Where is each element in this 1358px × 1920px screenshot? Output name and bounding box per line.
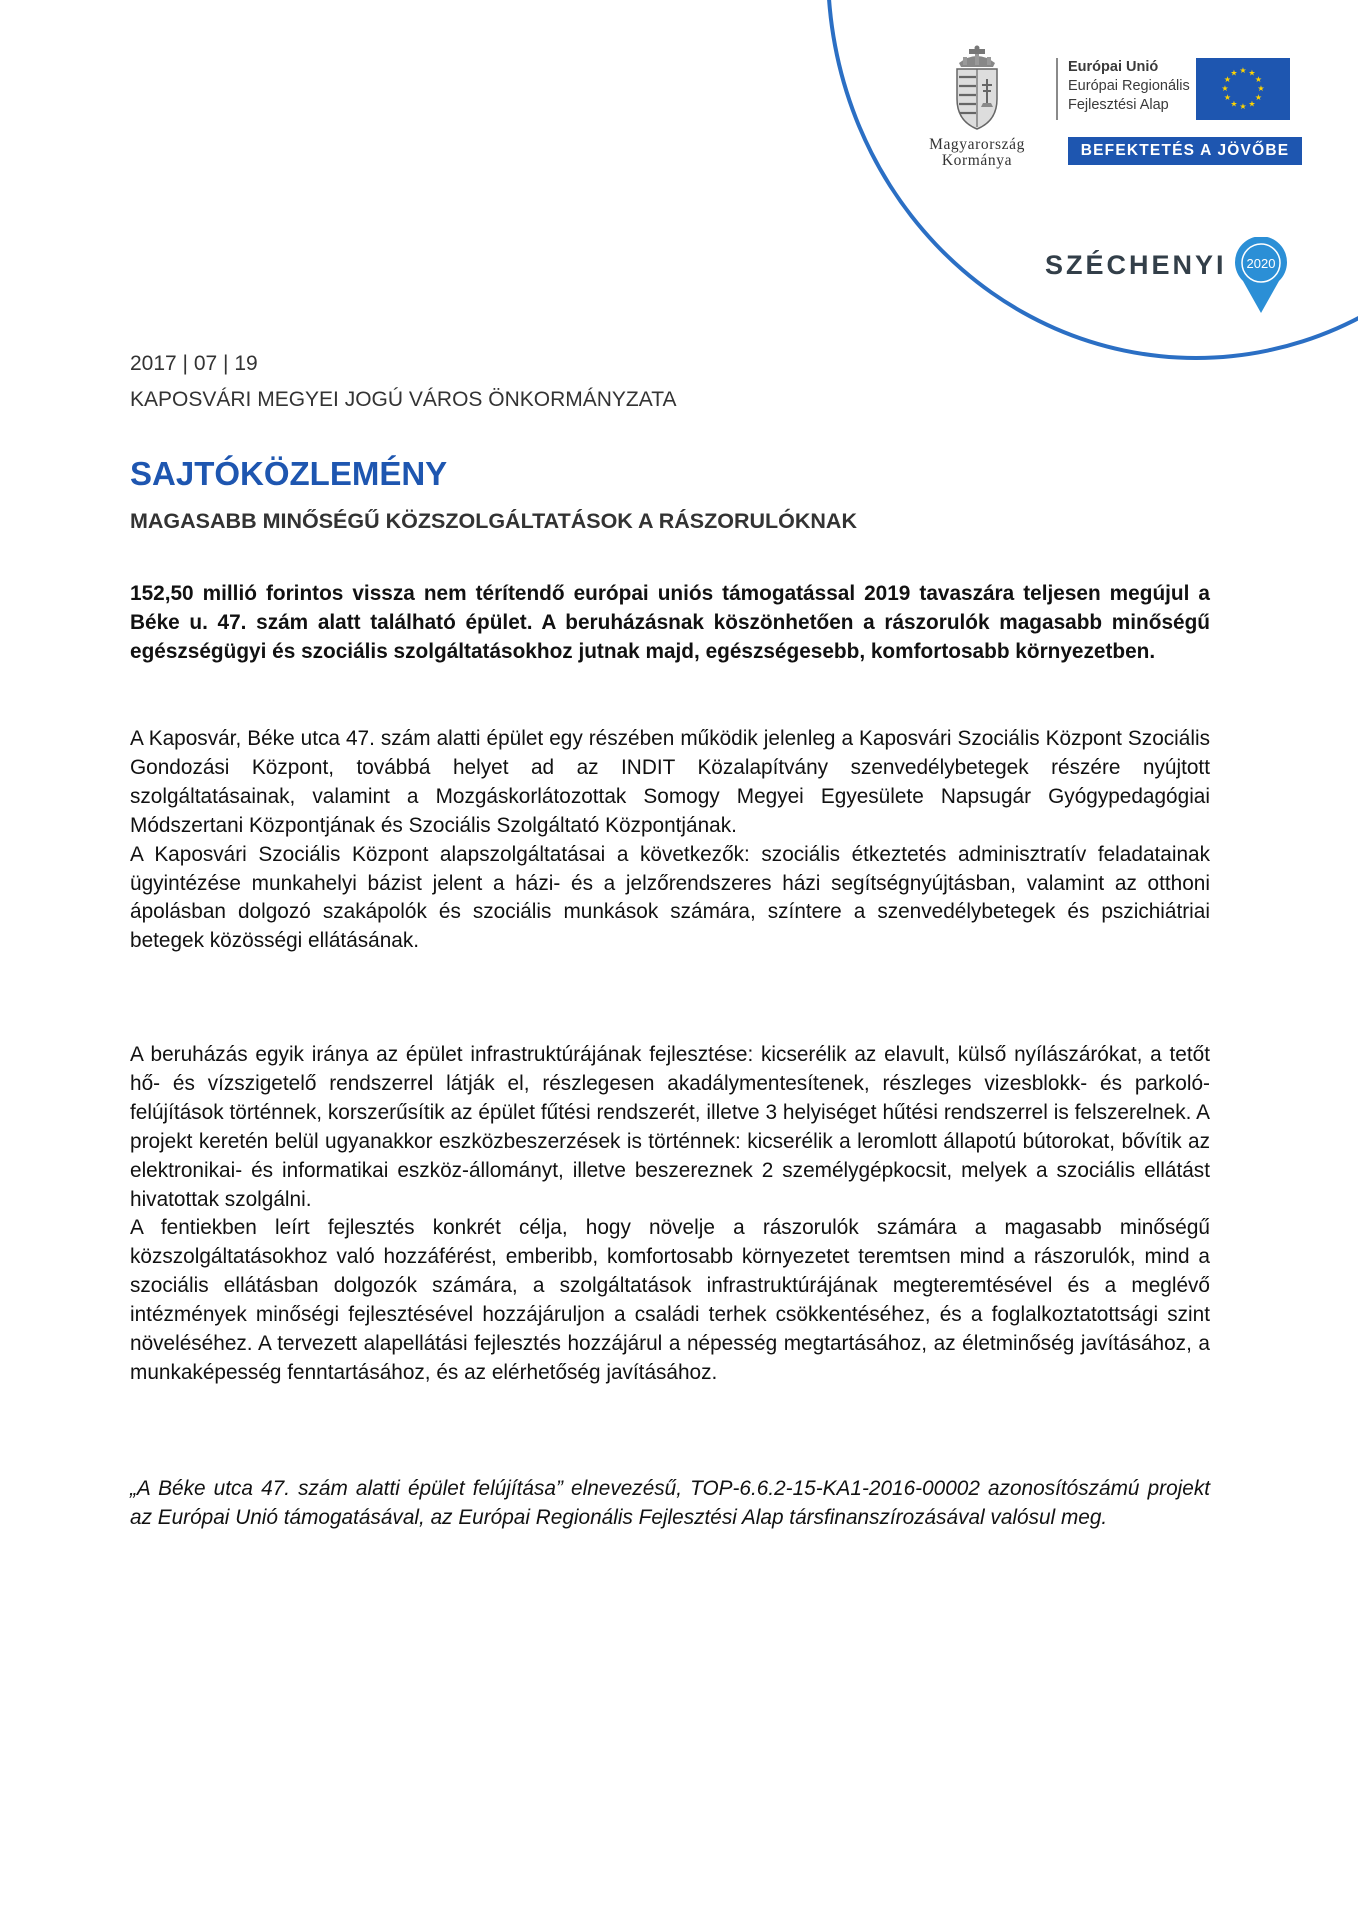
- document-subtitle: MAGASABB MINŐSÉGŰ KÖZSZOLGÁLTATÁSOK A RÁSZORULÓKNAK: [130, 509, 857, 533]
- eu-line3: Fejlesztési Alap: [1068, 97, 1169, 113]
- szechenyi-logo: [1045, 215, 1289, 315]
- body-paragraph: A beruházás egyik iránya az épület infrastruktúrájának fejlesztése: kicserélik az elavult, külső nyílászárókat, a tetőt hő- és vízszigetelő rendszerrel látják el, részlegesen akadálymentesítenek, részleges vizesblokk- és parkoló-felújítások történnek, korszerűsítik az épület fűtési rendszerét, illetve 3 helyiséget hűtési rendszerrel is felszerelnek. A projekt keretén belül ugyanakkor eszközbeszerzések is történnek: kicserélik a leromlott állapotú bútorokat, bővítik az elektronikai- és informatikai eszköz-állományt, illetve beszereznek 2 személygépkocsit, melyek a szociális ellátást hivatottak szolgálni.: [130, 1043, 1210, 1211]
- lead-paragraph: 152,50 millió forintos vissza nem térítendő európai uniós támogatással 2019 tavaszára teljesen megújul a Béke u. 47. szám alatt található épület. A beruházásnak köszönhetően a rászorulók magasabb minőségű egészségügyi és szociális szolgáltatásokhoz jutnak majd, egészségesebb, komfortosabb környezetben.: [130, 582, 1210, 663]
- body-paragraph: A Kaposvár, Béke utca 47. szám alatti épület egy részében működik jelenleg a Kaposvári Szociális Központ Szociális Gondozási Központ, továbbá helyet ad az INDIT Közalapítvány szenvedélybetegek részére nyújtott szolgáltatásainak, valamint a Mozgáskorlátozottak Somogy Megyei Egyesülete Napsugár Gyógypedagógiai Módszertani Központjának és Szociális Szolgáltató Központjának.: [130, 727, 1210, 837]
- eu-line1: Európai Unió: [1068, 59, 1159, 75]
- eu-flag-icon: [1196, 58, 1290, 120]
- svg-text:★: ★: [1239, 66, 1247, 75]
- body-section-2: [130, 1041, 1210, 1388]
- svg-text:★: ★: [1230, 68, 1238, 78]
- release-date: 2017 | 07 | 19: [130, 352, 258, 375]
- svg-text:★: ★: [1223, 93, 1232, 102]
- government-logo: [912, 45, 1042, 169]
- eu-slogan-band: BEFEKTETÉS A JÖVŐBE: [1068, 137, 1302, 165]
- organization-name: KAPOSVÁRI MEGYEI JOGÚ VÁROS ÖNKORMÁNYZATA: [130, 388, 677, 411]
- svg-text:★: ★: [1257, 84, 1265, 93]
- hungarian-coat-of-arms-icon: [949, 45, 1005, 133]
- svg-text:★: ★: [1248, 68, 1256, 78]
- gov-name-line2: Kormánya: [941, 152, 1013, 169]
- szechenyi-pin-icon: [1233, 237, 1289, 315]
- body-paragraph: A fentiekben leírt fejlesztés konkrét célja, hogy növelje a rászorulók számára a magasabb minőségű közszolgáltatásokhoz való hozzáférést, emberibb, komfortosabb környezetet teremtsen mind a rászorulók, mind a szociális ellátásban dolgozók számára, a szolgáltatások infrastruktúrájának megteremtésével és a meglévő intézmények minőségi fejlesztésével hozzájáruljon a családi terhek csökkentéséhez, és a foglalkoztatottsági szint növeléséhez. A tervezett alapellátási fejlesztés hozzájárul a népesség megtartásához, az életminőség javításához, a munkaképesség fenntartásához, és az elérhetőség javításához.: [130, 1216, 1210, 1384]
- eu-logo: [1056, 58, 1302, 165]
- document-title: SAJTÓKÖZLEMÉNY: [130, 455, 448, 492]
- funding-note: „A Béke utca 47. szám alatti épület felújítása” elnevezésű, TOP-6.6.2-15-KA1-2016-00002 azonosítószámú projekt az Európai Unió támogatásával, az Európai Regionális Fejlesztési Alap társfinanszírozásával valósul meg.: [130, 1477, 1210, 1529]
- szechenyi-year: 2020: [1246, 256, 1275, 271]
- eu-divider: [1056, 58, 1058, 120]
- body-paragraph: A Kaposvári Szociális Központ alapszolgáltatásai a következők: szociális étkeztetés adminisztratív feladatainak ügyintézése munkahelyi bázist jelent a házi- és a jelzőrendszeres házi segítségnyújtásban, valamint az otthoni ápolásban dolgozó szakápolók és szociális munkások számára, színtere a szenvedélybetegek és pszichiátriai betegek közösségi ellátásának.: [130, 842, 1210, 953]
- eu-line2: Európai Regionális: [1068, 78, 1190, 94]
- svg-text:★: ★: [1221, 84, 1229, 93]
- svg-text:★: ★: [1230, 99, 1238, 109]
- svg-text:★: ★: [1248, 99, 1256, 109]
- svg-text:★: ★: [1239, 102, 1247, 111]
- svg-text:★: ★: [1223, 75, 1232, 84]
- svg-text:★: ★: [1254, 75, 1263, 84]
- gov-name-line1: Magyarország: [929, 136, 1025, 153]
- body-section-1: [130, 725, 1210, 956]
- szechenyi-text: SZÉCHENYI: [1045, 249, 1227, 280]
- svg-text:★: ★: [1254, 93, 1263, 102]
